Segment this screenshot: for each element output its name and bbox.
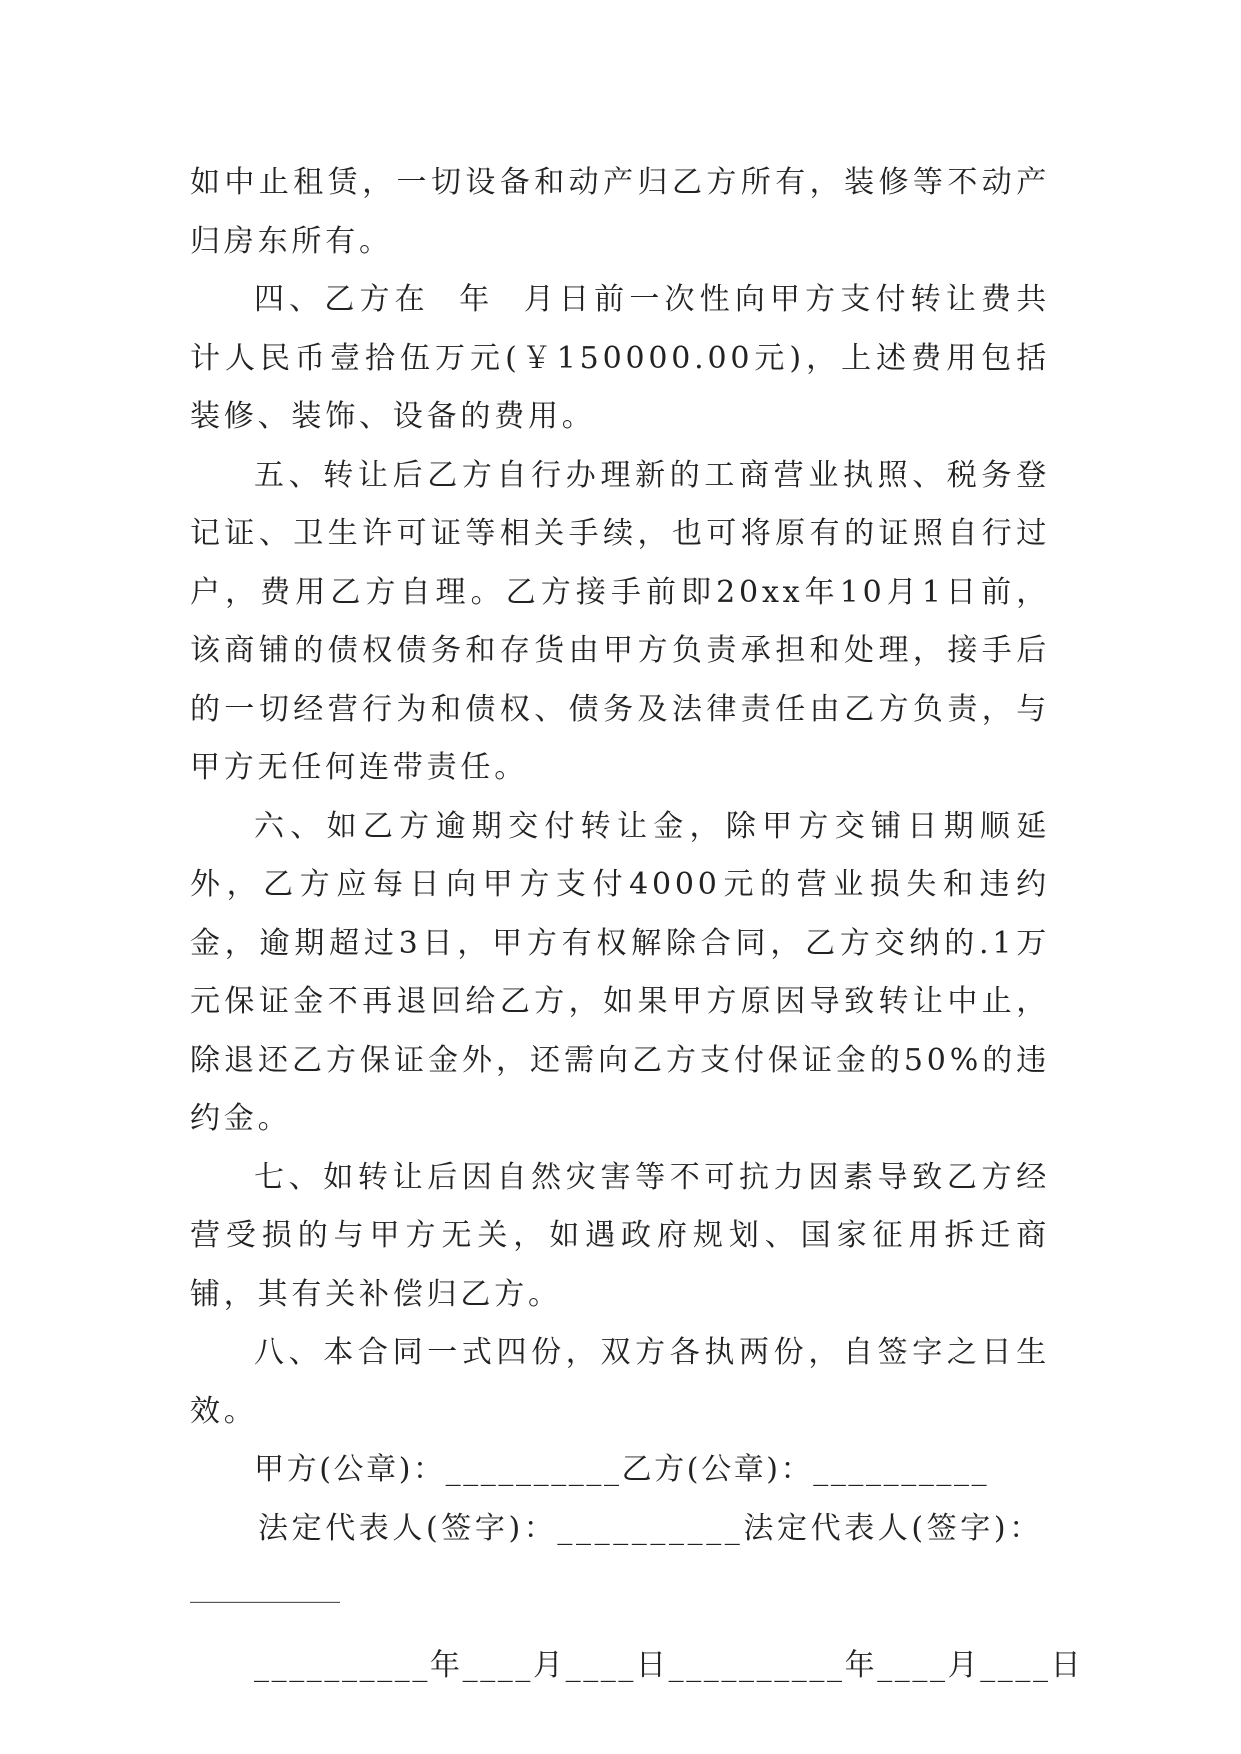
clause-6-late-payment: 六、如乙方逾期交付转让金，除甲方交铺日期顺延外，乙方应每日向甲方支付4000元的营业损失和违约金，逾期超过3日，甲方有权解除合同，乙方交纳的.1万元保证金不再退回给乙方，如果甲方原因导致转让中止，除退还乙方保证金外，还需向乙方支付保证金的50%的违约金。 bbox=[190, 808, 1050, 1136]
signature-date-line: __________年____月____日__________年____月____日 bbox=[254, 1647, 1084, 1683]
signature-seal-line: 甲方(公章)：__________乙方(公章)：__________ bbox=[254, 1452, 990, 1487]
paragraph-continuation: 如中止租赁，一切设备和动产归乙方所有，装修等不动产归房东所有。 bbox=[190, 165, 1050, 259]
signature-representative-line: 法定代表人(签字)：__________法定代表人(签字)： bbox=[258, 1510, 1043, 1546]
clause-4-payment: 四、乙方在 年 月日前一次性向甲方支付转让费共计人民币壹拾伍万元(￥150000.00元)，上述费用包括装修、装饰、设备的费用。 bbox=[190, 282, 1050, 434]
signature-representative-blank: __________ bbox=[190, 1569, 340, 1604]
clause-8-effectiveness: 八、本合同一式四份，双方各执两份，自签字之日生效。 bbox=[190, 1335, 1050, 1429]
clause-5-licenses-liabilities: 五、转让后乙方自行办理新的工商营业执照、税务登记证、卫生许可证等相关手续，也可将原有的证照自行过户，费用乙方自理。乙方接手前即20xx年10月1日前，该商铺的债权债务和存货由甲方负责承担和处理，接手后的一切经营行为和债权、债务及法律责任由乙方负责，与甲方无任何连带责任。 bbox=[190, 457, 1050, 785]
document-body bbox=[190, 154, 1084, 1695]
clause-7-force-majeure: 七、如转让后因自然灾害等不可抗力因素导致乙方经营受损的与甲方无关，如遇政府规划、国家征用拆迁商铺，其有关补偿归乙方。 bbox=[190, 1159, 1050, 1312]
